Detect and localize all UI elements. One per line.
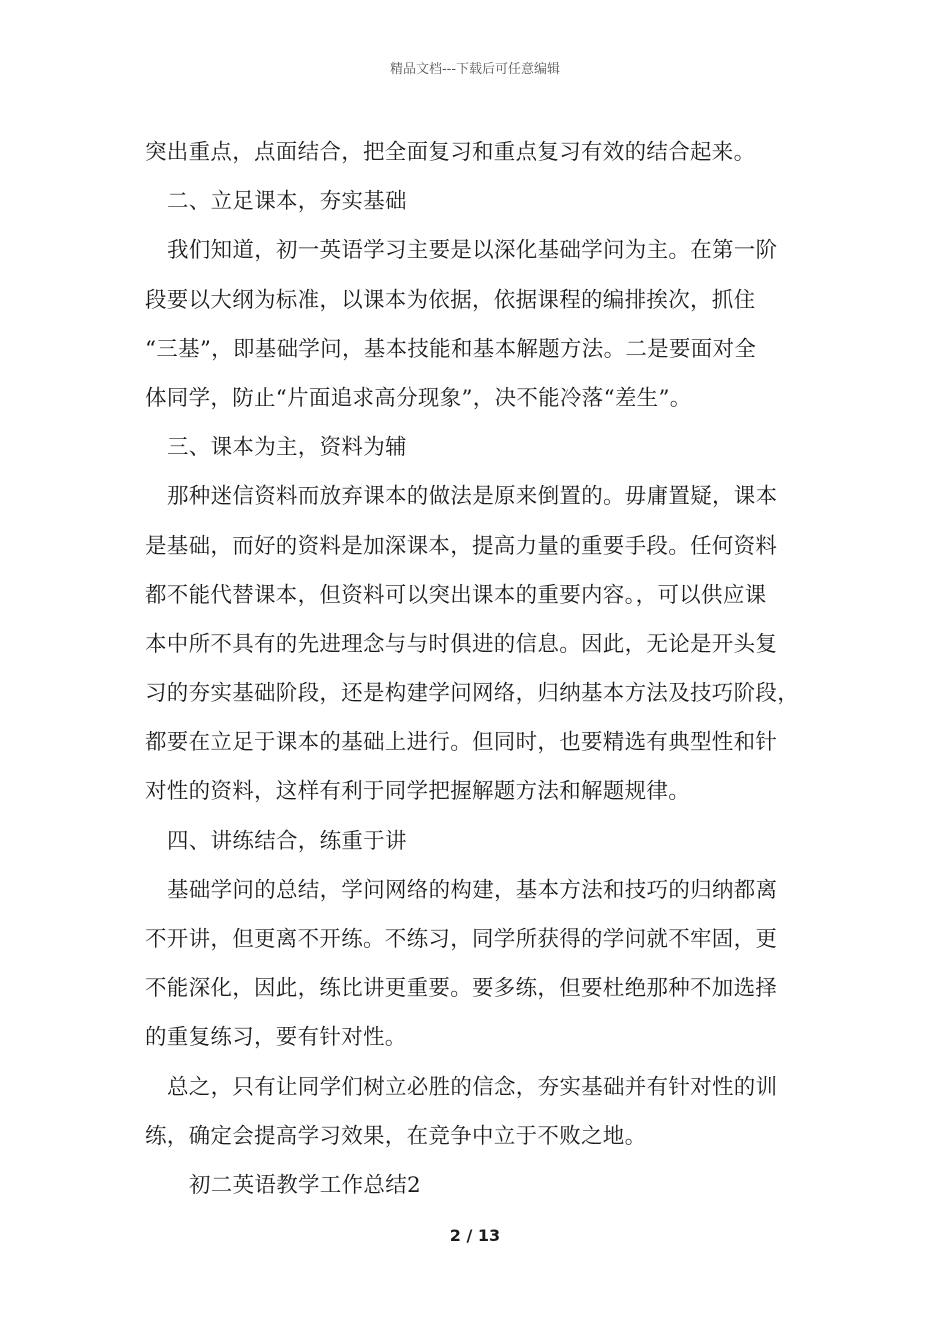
body-line: 对性的资料，这样有利于同学把握解题方法和解题规律。 bbox=[145, 779, 691, 805]
body-line: 习的夯实基础阶段，还是构建学问网络，归纳基本方法及技巧阶段， bbox=[145, 681, 800, 707]
body-line: 总之，只有让同学们树立必胜的信念，夯实基础并有针对性的训 bbox=[167, 1074, 778, 1100]
body-line: 不能深化，因此，练比讲更重要。要多练，但要杜绝那种不加选择 bbox=[145, 976, 778, 1002]
body-line: 练，确定会提高学习效果，在竞争中立于不败之地。 bbox=[145, 1123, 647, 1149]
body-line: 都要在立足于课本的基础上进行。但同时，也要精选有典型性和针 bbox=[145, 730, 778, 756]
body-line: “三基”，即基础学问，基本技能和基本解题方法。二是要面对全 bbox=[145, 336, 757, 362]
document-header-note: 精品文档---下载后可任意编辑 bbox=[389, 62, 561, 77]
body-line: 我们知道，初一英语学习主要是以深化基础学问为主。在第一阶 bbox=[167, 238, 778, 264]
body-line: 体同学，防止“片面追求高分现象”，决不能冷落“差生”。 bbox=[145, 385, 692, 411]
section-heading: 四、讲练结合，练重于讲 bbox=[167, 828, 407, 854]
body-line: 基础学问的总结，学问网络的构建，基本方法和技巧的归纳都离 bbox=[167, 877, 778, 903]
body-line: 不开讲，但更离不开练。不练习，同学所获得的学问就不牢固，更 bbox=[145, 927, 778, 952]
body-line: 是基础，而好的资料是加深课本，提高力量的重要手段。任何资料 bbox=[145, 533, 778, 559]
body-line: 那种迷信资料而放弃课本的做法是原来倒置的。毋庸置疑，课本 bbox=[167, 484, 778, 510]
body-line: 段要以大纲为标准，以课本为依据，依据课程的编排挨次，抓住 bbox=[145, 287, 756, 313]
document-body bbox=[145, 128, 825, 1210]
document-subtitle: 初二英语教学工作总结2 bbox=[189, 1172, 421, 1198]
body-line: 本中所不具有的先进理念与与时俱进的信息。因此，无论是开头复 bbox=[145, 631, 778, 657]
page-number: 2 / 13 bbox=[449, 1226, 501, 1245]
body-line: 突出重点，点面结合，把全面复习和重点复习有效的结合起来。 bbox=[145, 140, 756, 165]
body-line: 的重复练习，要有针对性。 bbox=[145, 1025, 407, 1051]
body-line: 都不能代替课本，但资料可以突出课本的重要内容。，可以供应课 bbox=[145, 582, 767, 608]
section-heading: 三、课本为主，资料为辅 bbox=[167, 435, 407, 461]
section-heading: 二、立足课本，夯实基础 bbox=[167, 189, 407, 215]
